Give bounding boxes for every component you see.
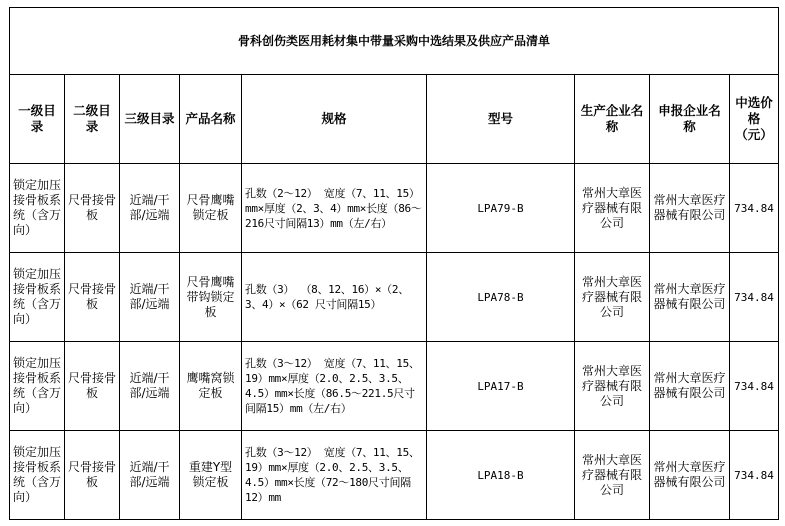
cell-applicant: 常州大章医疗器械有限公司 — [650, 431, 730, 520]
cell-manufacturer: 常州大章医疗器械有限公司 — [575, 342, 650, 431]
cell-spec: 孔数（3） （8、12、16）×（2、3、4）×（62 尺寸间隔15） — [242, 253, 427, 342]
cell-level2: 尺骨接骨板 — [65, 253, 120, 342]
cell-applicant: 常州大章医疗器械有限公司 — [650, 342, 730, 431]
header-manufacturer: 生产企业名称 — [575, 75, 650, 164]
cell-product: 尺骨鹰嘴带钩锁定板 — [180, 253, 242, 342]
header-price: 中选价格（元） — [730, 75, 779, 164]
cell-level2: 尺骨接骨板 — [65, 164, 120, 253]
cell-applicant: 常州大章医疗器械有限公司 — [650, 253, 730, 342]
cell-price: 734.84 — [730, 164, 779, 253]
cell-level3: 近端/干部/远端 — [120, 164, 180, 253]
cell-price: 734.84 — [730, 431, 779, 520]
cell-level1: 锁定加压接骨板系统（含万向） — [10, 431, 65, 520]
table-row — [10, 431, 779, 520]
cell-level2: 尺骨接骨板 — [65, 342, 120, 431]
cell-manufacturer: 常州大章医疗器械有限公司 — [575, 164, 650, 253]
header-applicant: 申报企业名称 — [650, 75, 730, 164]
cell-product: 鹰嘴窝锁定板 — [180, 342, 242, 431]
cell-model: LPA79-B — [427, 164, 575, 253]
header-spec: 规格 — [242, 75, 427, 164]
procurement-table — [9, 7, 779, 520]
cell-level2: 尺骨接骨板 — [65, 431, 120, 520]
cell-spec: 孔数（3～12） 宽度（7、11、15、19）mm×厚度（2.0、2.5、3.5、4.5）mm×长度（86.5～221.5尺寸间隔15）mm（左/右） — [242, 342, 427, 431]
header-model: 型号 — [427, 75, 575, 164]
table-title: 骨科创伤类医用耗材集中带量采购中选结果及供应产品清单 — [10, 8, 779, 75]
cell-applicant: 常州大章医疗器械有限公司 — [650, 164, 730, 253]
cell-spec: 孔数（3～12） 宽度（7、11、15、19）mm×厚度（2.0、2.5、3.5、4.5）mm×长度（72～180尺寸间隔12）mm — [242, 431, 427, 520]
cell-spec: 孔数（2～12） 宽度（7、11、15）mm×厚度（2、3、4）mm×长度（86～216尺寸间隔13）mm（左/右） — [242, 164, 427, 253]
header-level1: 一级目录 — [10, 75, 65, 164]
table-row — [10, 253, 779, 342]
table-row — [10, 342, 779, 431]
cell-product: 重建Y型锁定板 — [180, 431, 242, 520]
cell-level1: 锁定加压接骨板系统（含万向） — [10, 164, 65, 253]
cell-level3: 近端/干部/远端 — [120, 253, 180, 342]
cell-level1: 锁定加压接骨板系统（含万向） — [10, 253, 65, 342]
header-level2: 二级目录 — [65, 75, 120, 164]
header-level3: 三级目录 — [120, 75, 180, 164]
cell-product: 尺骨鹰嘴锁定板 — [180, 164, 242, 253]
cell-price: 734.84 — [730, 253, 779, 342]
cell-manufacturer: 常州大章医疗器械有限公司 — [575, 253, 650, 342]
cell-model: LPA78-B — [427, 253, 575, 342]
cell-level3: 近端/干部/远端 — [120, 431, 180, 520]
cell-price: 734.84 — [730, 342, 779, 431]
table-row — [10, 164, 779, 253]
header-product: 产品名称 — [180, 75, 242, 164]
header-row — [10, 75, 779, 164]
cell-model: LPA18-B — [427, 431, 575, 520]
cell-manufacturer: 常州大章医疗器械有限公司 — [575, 431, 650, 520]
cell-level3: 近端/干部/远端 — [120, 342, 180, 431]
cell-level1: 锁定加压接骨板系统（含万向） — [10, 342, 65, 431]
cell-model: LPA17-B — [427, 342, 575, 431]
